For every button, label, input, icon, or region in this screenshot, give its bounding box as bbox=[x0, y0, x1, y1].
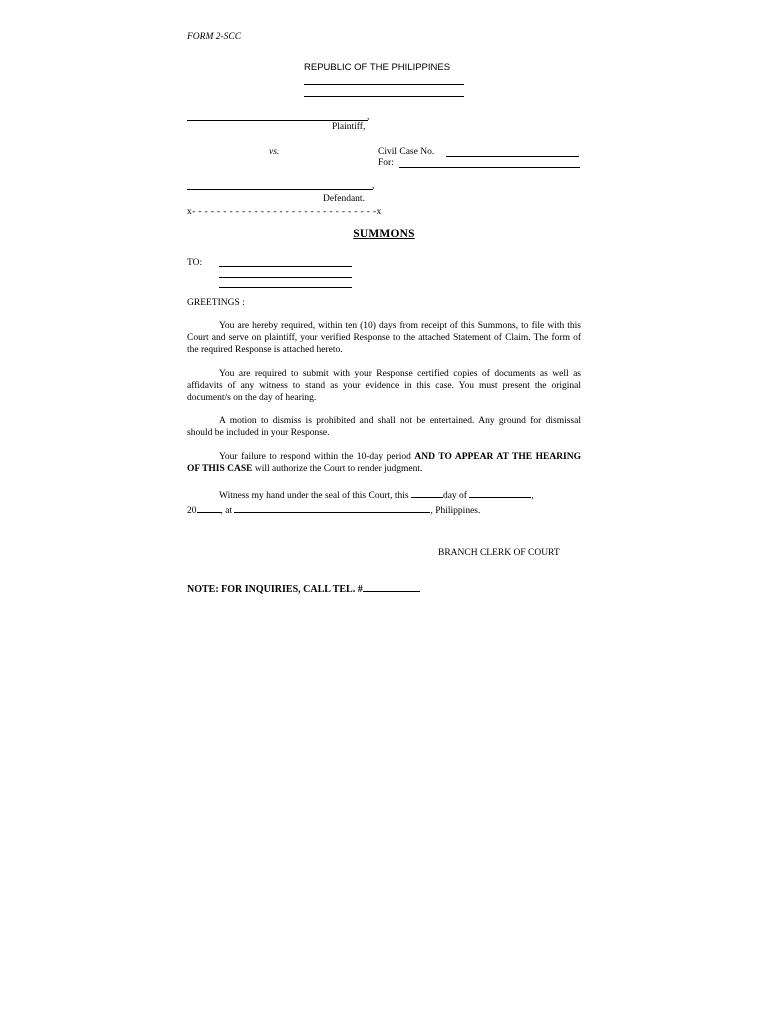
paragraph-response-deadline-text: You are hereby required, within ten (10) days from receipt of this Summons, to file with this Court and serve on plaintiff, your verified Response to the attached Statement of Claim. The form of the required Response is attached hereto. bbox=[187, 321, 581, 355]
plaintiff-label: Plaintiff, bbox=[332, 122, 366, 132]
court-name-line bbox=[304, 84, 464, 85]
month-blank bbox=[469, 488, 531, 498]
inquiries-note-text: NOTE: FOR INQUIRIES, CALL TEL. # bbox=[187, 584, 363, 595]
form-code: FORM 2-SCC bbox=[187, 32, 242, 42]
paragraph-evidence bbox=[187, 369, 581, 404]
addressee-line-2 bbox=[219, 277, 352, 278]
telephone-blank bbox=[363, 583, 420, 592]
witness-at: , at bbox=[220, 505, 233, 516]
witness-day-of: day of bbox=[442, 491, 467, 501]
civil-case-line bbox=[446, 156, 579, 157]
failure-text-a: Your failure to respond within the 10-day period bbox=[219, 452, 411, 462]
day-blank bbox=[411, 488, 443, 498]
witness-philippines: , Philippines. bbox=[430, 505, 481, 516]
branch-clerk-signatory: BRANCH CLERK OF COURT bbox=[438, 548, 560, 558]
witness-text-a: Witness my hand under the seal of this Court, this bbox=[219, 491, 409, 501]
greetings: GREETINGS : bbox=[187, 298, 245, 308]
for-line bbox=[399, 167, 580, 168]
paragraph-motion-to-dismiss bbox=[187, 416, 581, 440]
caption-separator: x- - - - - - - - - - - - - - - - - - - - - - - - - - - - - -x bbox=[187, 207, 382, 217]
paragraph-witness: Witness my hand under the seal of this Court, this day of , 20 , at , Philippines. bbox=[187, 488, 581, 518]
to-label: TO: bbox=[187, 258, 203, 268]
failure-text-c: will authorize the Court to render judgment. bbox=[254, 463, 423, 474]
defendant-label: Defendant. bbox=[323, 194, 365, 204]
plaintiff-comma: , bbox=[367, 112, 370, 122]
civil-case-label: Civil Case No. bbox=[378, 147, 435, 157]
addressee-line-3 bbox=[219, 287, 352, 288]
defendant-comma: , bbox=[372, 181, 375, 191]
inquiries-note bbox=[187, 583, 420, 596]
court-location-line bbox=[304, 96, 464, 97]
paragraph-motion-to-dismiss-text: A motion to dismiss is prohibited and shall not be entertained. Any ground for dismissal should be included in your Response. bbox=[187, 416, 581, 438]
addressee-line-1 bbox=[219, 266, 352, 267]
paragraph-evidence-text: You are required to submit with your Response certified copies of documents as well as affidavits of any witness to stand as your evidence in this case. You must present the original document/s on the day of hearing. bbox=[187, 369, 581, 403]
paragraph-failure-to-respond bbox=[187, 452, 581, 476]
year-blank bbox=[197, 503, 221, 513]
defendant-name-line bbox=[187, 189, 373, 190]
failure-text-bold: AND TO APPEAR AT THE HEARING OF THIS CASE bbox=[187, 452, 581, 474]
versus-label: vs. bbox=[269, 147, 280, 157]
paragraph-response-deadline bbox=[187, 321, 581, 356]
for-label: For: bbox=[378, 158, 394, 168]
place-blank bbox=[234, 503, 430, 513]
republic-header: REPUBLIC OF THE PHILIPPINES bbox=[304, 62, 451, 73]
witness-year-prefix: 20 bbox=[187, 505, 197, 516]
document-title: SUMMONS bbox=[353, 228, 415, 240]
